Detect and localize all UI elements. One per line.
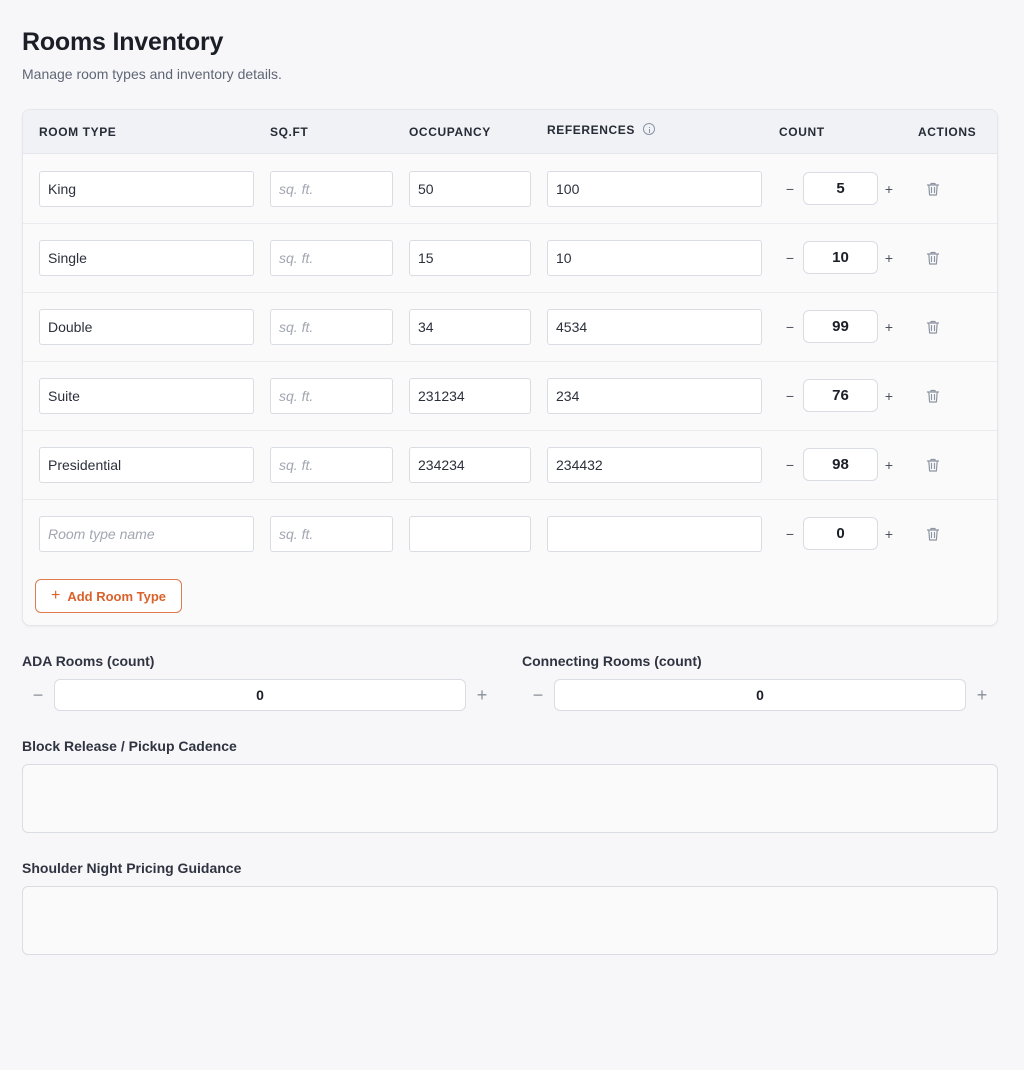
table-row xyxy=(23,155,997,224)
increment-count-button[interactable]: + xyxy=(884,526,894,542)
block-release-textarea[interactable] xyxy=(22,764,998,833)
add-room-type-label: Add Room Type xyxy=(67,588,167,604)
table-row-new xyxy=(23,500,997,569)
trash-icon[interactable] xyxy=(925,526,941,542)
connecting-increment-button[interactable]: + xyxy=(976,685,988,705)
column-actions: ACTIONS xyxy=(918,125,977,139)
decrement-count-button[interactable]: − xyxy=(785,457,795,473)
table-row xyxy=(23,362,997,431)
decrement-count-button[interactable]: − xyxy=(785,181,795,197)
occupancy-input[interactable] xyxy=(409,516,531,552)
shoulder-night-textarea[interactable] xyxy=(22,886,998,955)
increment-count-button[interactable]: + xyxy=(884,388,894,404)
connecting-rooms-label: Connecting Rooms (count) xyxy=(522,653,702,669)
column-room-type: ROOM TYPE xyxy=(39,125,117,139)
sqft-input[interactable] xyxy=(270,378,393,414)
block-release-label: Block Release / Pickup Cadence xyxy=(22,738,237,754)
room-type-input[interactable] xyxy=(39,447,254,483)
table-header xyxy=(23,110,997,154)
table-row xyxy=(23,293,997,362)
room-types-table xyxy=(22,109,998,626)
room-type-input[interactable] xyxy=(39,309,254,345)
room-type-input[interactable] xyxy=(39,171,254,207)
page-subtitle: Manage room types and inventory details. xyxy=(22,66,282,82)
ada-increment-button[interactable]: + xyxy=(476,685,488,705)
increment-count-button[interactable]: + xyxy=(884,319,894,335)
sqft-input[interactable] xyxy=(270,240,393,276)
occupancy-input[interactable] xyxy=(409,309,531,345)
count-value[interactable]: 99 xyxy=(803,310,878,343)
count-value[interactable]: 5 xyxy=(803,172,878,205)
decrement-count-button[interactable]: − xyxy=(785,388,795,404)
room-type-input[interactable] xyxy=(39,240,254,276)
occupancy-input[interactable] xyxy=(409,378,531,414)
page-title: Rooms Inventory xyxy=(22,28,224,56)
column-references xyxy=(547,123,655,137)
ada-decrement-button[interactable]: − xyxy=(32,685,44,705)
ada-rooms-stepper[interactable]: 0 xyxy=(54,679,466,711)
column-count: COUNT xyxy=(779,125,825,139)
references-input[interactable] xyxy=(547,240,762,276)
sqft-input[interactable] xyxy=(270,447,393,483)
count-value[interactable]: 0 xyxy=(803,517,878,550)
trash-icon[interactable] xyxy=(925,457,941,473)
trash-icon[interactable] xyxy=(925,319,941,335)
column-occupancy: OCCUPANCY xyxy=(409,125,491,139)
occupancy-input[interactable] xyxy=(409,171,531,207)
references-input[interactable] xyxy=(547,447,762,483)
count-value[interactable]: 76 xyxy=(803,379,878,412)
decrement-count-button[interactable]: − xyxy=(785,319,795,335)
table-row xyxy=(23,224,997,293)
sqft-input[interactable] xyxy=(270,171,393,207)
trash-icon[interactable] xyxy=(925,388,941,404)
ada-rooms-label: ADA Rooms (count) xyxy=(22,653,155,669)
trash-icon[interactable] xyxy=(925,181,941,197)
sqft-input[interactable] xyxy=(270,516,393,552)
connecting-decrement-button[interactable]: − xyxy=(532,685,544,705)
column-references-label: REFERENCES xyxy=(547,123,636,137)
info-icon[interactable] xyxy=(643,123,655,135)
increment-count-button[interactable]: + xyxy=(884,181,894,197)
occupancy-input[interactable] xyxy=(409,447,531,483)
room-type-input[interactable] xyxy=(39,378,254,414)
trash-icon[interactable] xyxy=(925,250,941,266)
shoulder-night-label: Shoulder Night Pricing Guidance xyxy=(22,860,242,876)
decrement-count-button[interactable]: − xyxy=(785,526,795,542)
count-value[interactable]: 98 xyxy=(803,448,878,481)
references-input[interactable] xyxy=(547,171,762,207)
increment-count-button[interactable]: + xyxy=(884,457,894,473)
room-type-input[interactable] xyxy=(39,516,254,552)
add-room-type-button[interactable] xyxy=(35,579,182,613)
column-sqft: SQ.FT xyxy=(270,125,309,139)
table-row xyxy=(23,431,997,500)
sqft-input[interactable] xyxy=(270,309,393,345)
references-input[interactable] xyxy=(547,378,762,414)
occupancy-input[interactable] xyxy=(409,240,531,276)
plus-icon: + xyxy=(50,587,61,604)
increment-count-button[interactable]: + xyxy=(884,250,894,266)
count-value[interactable]: 10 xyxy=(803,241,878,274)
connecting-rooms-stepper[interactable]: 0 xyxy=(554,679,966,711)
references-input[interactable] xyxy=(547,516,762,552)
references-input[interactable] xyxy=(547,309,762,345)
decrement-count-button[interactable]: − xyxy=(785,250,795,266)
